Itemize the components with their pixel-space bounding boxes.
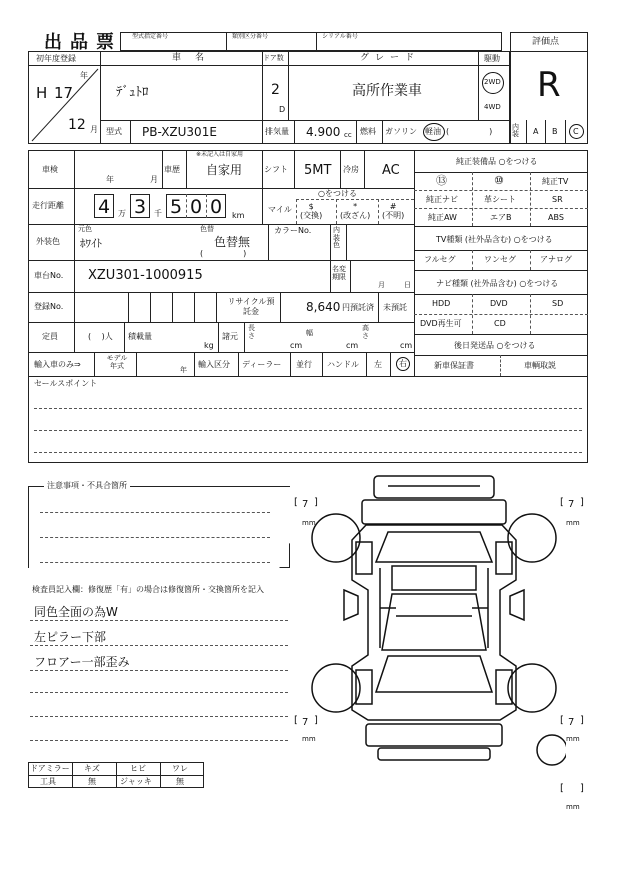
equip-row1-c: 純正TV bbox=[542, 177, 569, 186]
note-line-3: フロアー一部歪み bbox=[34, 655, 130, 669]
mileage-option-tampered: * (改ざん) bbox=[340, 202, 371, 221]
tv-fullseg: フルセグ bbox=[424, 255, 456, 264]
mileage-digit-5: 0 bbox=[210, 196, 223, 218]
model-year-label: モデル年式 bbox=[106, 354, 128, 371]
tire-rear-right: 7 bbox=[568, 717, 575, 728]
era: H bbox=[36, 84, 48, 102]
year-unit: 年 bbox=[80, 71, 88, 80]
import-type-parallel: 並行 bbox=[296, 360, 312, 369]
interior-grade-a: A bbox=[533, 127, 539, 136]
doors-label: ドア数 bbox=[263, 54, 284, 62]
interior-label: 内装 bbox=[512, 123, 519, 138]
navi-dvd-play: DVD再生可 bbox=[420, 319, 462, 328]
later-items-title: 後日発送品 ○をつける bbox=[454, 341, 536, 350]
name-change-day: 日 bbox=[404, 281, 411, 289]
type-designation-label: 型式指定番号 bbox=[132, 33, 169, 40]
car-name: ﾃﾞｭﾄﾛ bbox=[116, 85, 149, 100]
repaint-label: 色替 bbox=[200, 225, 214, 233]
equipment-title: 純正装備品 ○をつける bbox=[456, 157, 538, 166]
tire-rear-right-unit: mm bbox=[566, 735, 580, 743]
tv-analog: アナログ bbox=[540, 255, 572, 264]
recycle-unpaid: 未預託 bbox=[383, 303, 407, 312]
registration-number-label: 登録No. bbox=[34, 302, 64, 311]
navi-sd: SD bbox=[552, 299, 564, 308]
displacement-unit: cc bbox=[344, 131, 352, 139]
tv-type-title: TV種類 (社外品含む) ○をつける bbox=[436, 235, 553, 244]
missing-crack: ヒビ bbox=[130, 764, 146, 773]
mileage-digit-1: 4 bbox=[98, 196, 111, 218]
note-line-1: 同色全面の為W bbox=[34, 605, 118, 619]
tire-front-left-bracket: [ bbox=[294, 497, 298, 508]
model-value: PB-XZU301E bbox=[142, 125, 217, 139]
handle-right: 右 bbox=[399, 359, 407, 368]
history-label: 車歴 bbox=[164, 165, 180, 174]
history-note: ※未記入は自家用 bbox=[196, 151, 244, 158]
fuel-other: ( ) bbox=[446, 127, 493, 136]
mileage-unit-sen: 千 bbox=[154, 209, 162, 218]
load-unit: kg bbox=[204, 341, 214, 350]
drive-4wd: 4WD bbox=[484, 103, 501, 111]
displacement-label: 排気量 bbox=[265, 127, 289, 136]
handle-left: 左 bbox=[374, 360, 382, 369]
name-change-label: 名変期限 bbox=[332, 265, 346, 282]
inspection-year: 年 bbox=[106, 175, 114, 184]
equip-row1-a: ⑬ bbox=[436, 174, 447, 187]
capacity-unit: ( )人 bbox=[88, 332, 113, 341]
repaint-paren: ( ) bbox=[200, 249, 247, 258]
grade-label: グレード bbox=[360, 53, 421, 63]
interior-grade-b: B bbox=[552, 127, 558, 136]
form-title: 出品票 bbox=[44, 32, 122, 53]
fuel-label: 燃料 bbox=[360, 127, 376, 136]
inspection-month: 月 bbox=[150, 175, 158, 184]
dims-height-label: 高さ bbox=[362, 324, 369, 340]
capacity-label: 定員 bbox=[42, 332, 58, 341]
tire-rear-right-bracket: [ bbox=[560, 715, 564, 726]
registration-month: 12 bbox=[68, 117, 86, 133]
doors-sub: D bbox=[279, 105, 286, 114]
tire-front-right: 7 bbox=[568, 499, 575, 510]
equip-row2-a: 純正ナビ bbox=[426, 195, 458, 204]
missing-tools-label: 工具 bbox=[40, 777, 56, 786]
car-name-label: 車名 bbox=[172, 53, 219, 63]
caution-label: 注意事項・不具合箇所 bbox=[44, 482, 130, 490]
tv-oneseg: ワンセグ bbox=[484, 255, 516, 264]
header-fields bbox=[120, 32, 502, 51]
name-change-month: 月 bbox=[378, 281, 385, 289]
cooler-value: AC bbox=[382, 163, 400, 178]
cooler-label: 冷房 bbox=[343, 165, 359, 174]
caution-bracket bbox=[28, 486, 290, 568]
shift-label: シフト bbox=[264, 165, 288, 174]
missing-break: ワレ bbox=[172, 764, 188, 773]
navi-type-title: ナビ種類 (社外品含む) ○をつける bbox=[436, 279, 559, 288]
first-registration-label: 初年度登録 bbox=[36, 54, 76, 63]
serial-number-label: シリアル番号 bbox=[322, 33, 358, 40]
month-unit: 月 bbox=[90, 125, 98, 134]
color-label: 外装色 bbox=[36, 237, 60, 246]
equip-row3-a: 純正AW bbox=[428, 213, 457, 222]
chassis-label: 車台No. bbox=[34, 271, 64, 280]
original-color-label: 元色 bbox=[78, 225, 92, 233]
inspection-label: 車検 bbox=[42, 165, 58, 174]
rating-value: R bbox=[537, 65, 561, 105]
repaint-value: 色替無 bbox=[214, 235, 251, 249]
interior-grade-c: C bbox=[573, 127, 579, 136]
missing-tools-value: 無 bbox=[88, 777, 96, 786]
sales-point-label: セールスポイント bbox=[34, 379, 98, 388]
navi-hdd: HDD bbox=[432, 299, 451, 308]
tire-front-left-unit: mm bbox=[302, 519, 316, 527]
mileage-option-mile: マイル bbox=[268, 205, 292, 214]
car-damage-diagram bbox=[296, 470, 566, 770]
mileage-unit-man: 万 bbox=[118, 209, 126, 218]
dims-height-unit: cm bbox=[400, 341, 413, 350]
grade-value: 高所作業車 bbox=[352, 83, 422, 99]
equip-row2-c: SR bbox=[552, 195, 563, 204]
later-manual: 車輌取説 bbox=[524, 361, 556, 370]
handle-label: ハンドル bbox=[327, 360, 359, 369]
missing-jack-value: 無 bbox=[176, 777, 184, 786]
interior-color-label: 内装色 bbox=[333, 226, 340, 250]
tire-front-left: 7 bbox=[302, 499, 309, 510]
dims-width-label: 幅 bbox=[306, 329, 313, 337]
mileage-option-unknown: # (不明) bbox=[382, 202, 405, 221]
model-year-unit: 年 bbox=[180, 366, 187, 374]
mileage-option-exchange: $ (交換) bbox=[300, 202, 323, 221]
rating-label: 評価点 bbox=[532, 37, 560, 47]
mileage-digit-2: 3 bbox=[134, 196, 147, 218]
registration-year: 17 bbox=[54, 84, 74, 102]
mileage-unit-km: km bbox=[232, 211, 245, 220]
tire-rear-left: 7 bbox=[302, 717, 309, 728]
tire-rear-left-bracket: [ bbox=[294, 715, 298, 726]
equip-row3-b: エアB bbox=[490, 213, 512, 222]
import-label: 輸入車のみ⇒ bbox=[34, 360, 81, 369]
tire-front-right-unit: mm bbox=[566, 519, 580, 527]
dims-width-unit: cm bbox=[346, 341, 359, 350]
missing-door-mirror: ドアミラー bbox=[30, 764, 70, 773]
navi-dvd: DVD bbox=[490, 299, 508, 308]
tire-rear-left-unit: mm bbox=[302, 735, 316, 743]
dims-length-label: 長さ bbox=[248, 324, 255, 340]
color-no-label: カラーNo. bbox=[274, 226, 312, 235]
history-value: 自家用 bbox=[206, 163, 243, 177]
category-number-label: 類別区分番号 bbox=[232, 33, 269, 40]
chassis-number: XZU301-1000915 bbox=[88, 268, 203, 283]
original-color: ﾎﾜｲﾄ bbox=[80, 237, 102, 250]
missing-jack-label: ジャッキ bbox=[120, 777, 152, 786]
dims-length-unit: cm bbox=[290, 341, 303, 350]
mileage-label: 走行距離 bbox=[32, 201, 64, 210]
tire-spare-unit: mm bbox=[566, 803, 580, 811]
later-warranty: 新車保証書 bbox=[434, 361, 474, 370]
import-type-label: 輸入区分 bbox=[198, 360, 230, 369]
note-line-2: 左ピラー下部 bbox=[34, 630, 107, 644]
load-label: 積載量 bbox=[128, 332, 152, 341]
equip-row1-b: ⑩ bbox=[494, 174, 504, 187]
equip-row3-c: ABS bbox=[548, 213, 564, 222]
shift-value: 5MT bbox=[304, 163, 332, 178]
recycle-unit: 円預託済 bbox=[342, 303, 374, 312]
navi-cd: CD bbox=[494, 319, 506, 328]
drive-2wd: 2WD bbox=[484, 78, 501, 86]
equip-row2-b: 革シート bbox=[484, 195, 516, 204]
tire-front-right-bracket: [ bbox=[560, 497, 564, 508]
import-type-dealer: ディーラー bbox=[242, 360, 282, 369]
model-label: 型式 bbox=[106, 127, 122, 136]
inspector-label: 検査員記入欄：修復歴「有」の場合は修復箇所・交換箇所を記入 bbox=[32, 585, 264, 594]
mileage-digit-4: 0 bbox=[190, 196, 203, 218]
recycle-value: 8,640 bbox=[306, 300, 341, 314]
doors-value: 2 bbox=[271, 82, 280, 98]
missing-scratch: キズ bbox=[84, 764, 100, 773]
fuel-diesel: 軽油 bbox=[425, 127, 441, 136]
displacement-value: 4.900 bbox=[306, 125, 341, 139]
tire-spare-bracket: [ bbox=[560, 783, 564, 794]
fuel-gasoline: ガソリン bbox=[385, 127, 417, 136]
drive-label: 駆動 bbox=[484, 54, 500, 63]
mileage-note: ○をつける bbox=[318, 189, 357, 198]
mileage-digit-3: 5 bbox=[170, 196, 183, 218]
dims-label: 諸元 bbox=[222, 332, 238, 341]
recycle-label: リサイクル預託金 bbox=[227, 297, 275, 316]
